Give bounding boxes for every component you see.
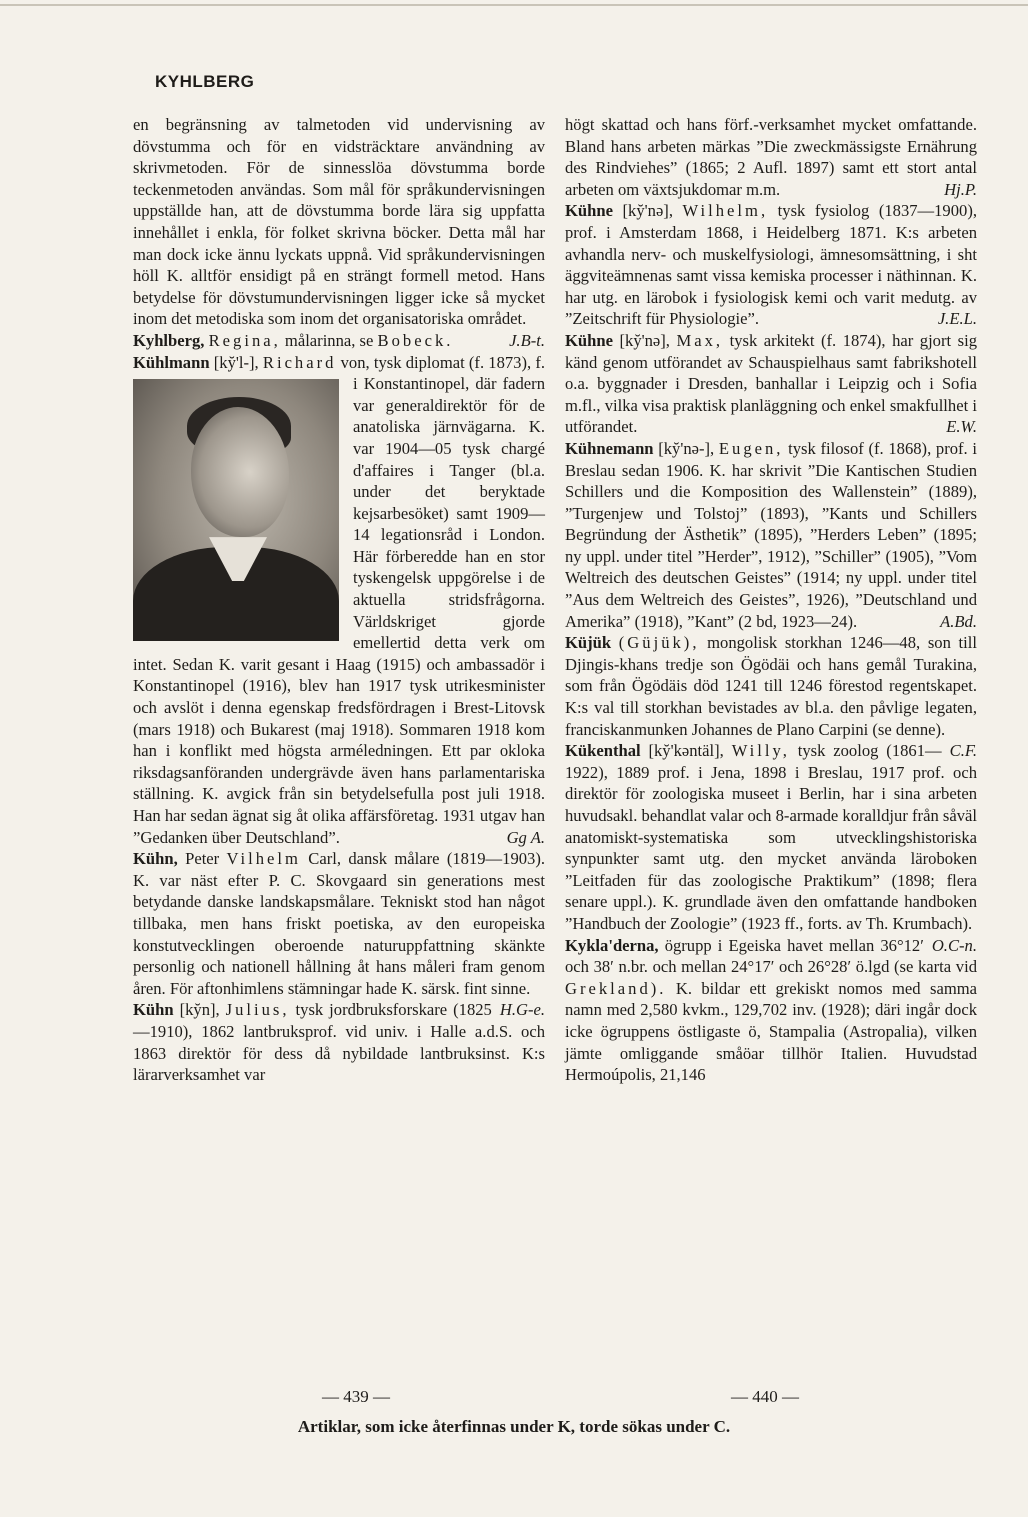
headword: Kyhlberg, — [133, 330, 205, 350]
headword: Kühne — [565, 201, 613, 221]
running-head: KYHLBERG — [155, 72, 255, 91]
signature: C.F. — [949, 741, 977, 761]
entry-kujuk: Küjük (Güjük), mongolisk storkhan 1246—48, son till Djingis-khans tredje son Ögödäi och hans gemål Turakina, som från Ögödäis död 1241 till 1246 förestod regentskapet. K:s val till storkhan bevistades av bl.a. den påvlige legaten, franciskanmunken Johannes de Plano Carpini (se denne). C.F. — [565, 633, 977, 761]
entry-kuhne-wilhelm: Kühne [ky̆'nə], Wilhelm, tysk fysiolog (1837—1900), prof. i Amsterdam 1868, i Heidelberg 1871. K:s arbeten avhandla nerv- och muskelfysiologi, ämnesomsättning, i sht äggviteämnenas samt vissa kemiska processer i näthinnan. K. har utg. en lärobok i fysiologisk kemi och varit medutg. av ”Zeitschrift für Physiologie”. J.E.L. — [565, 201, 977, 329]
entry-kyhlberg: Kyhlberg, Regina, målarinna, se Bobeck. — [133, 330, 454, 350]
headword: Kühnemann — [565, 438, 654, 458]
entry-continuation: en begränsning av talmetoden vid undervisning av dövstumma och för en vidsträcktare användning av skrivmetoden. För de sinnesslöa dövstumma borde teckenmetoden användas. Som mål för språkundervisningen uppställde han, att de dövstumma borde lära sig uppfatta innehållet i enkla, för folket skrivna böcker. Detta mål har man dock icke ännu lyckats uppnå. Vid språkundervisningen höll K. alltför ensidigt på en strängt formell metod. Hans betydelse för dövstumundervisningen ligger icke så mycket inom det metodiska som inom det organisatoriska området. J.B-t. — [133, 115, 545, 350]
signature: O.C-n. — [931, 935, 977, 955]
signature: J.B-t. — [509, 330, 545, 350]
portrait-photo-icon — [133, 379, 339, 641]
entry-kuhnemann: Kühnemann [ky̆'nə-], Eugen, tysk filosof (f. 1868), prof. i Breslau sedan 1906. K. har skrivit ”Die Kantischen Studien Schillers und die Komposition des Wallenstein” (1889), ”Turgenjew und Tolstoj” (1893), ”Kants und Schillers Begründung der Ästhetik” (1895), ”Herders Leben” (1895; ny uppl. under titel ”Herder”, 1912), ”Schiller” (1905), ”Vom Weltreich des deutschen Geistes” (1914; ny uppl. under titel ”Aus dem Weltreich des Geistes”, 1926), ”Deutschland und Amerika” (1918), ”Kant” (2 bd, 1923—24). A.Bd. — [565, 438, 977, 631]
headword: Kühlmann — [133, 352, 210, 372]
top-border — [0, 4, 1028, 6]
signature: A.Bd. — [940, 611, 977, 631]
headword: Kühne — [565, 330, 613, 350]
entry-kuhlmann: Kühlmann [ky̆'l-], Richard von, tysk diplomat (f. 1873), f. i Konstantinopel, där fadern var generaldirektör för de anatoliska järnvägarna. K. var 1904—05 tysk chargé d'affaires i Tanger (bl.a. under det beryktade kejsarbesöket) samt 1909—14 legationsråd i London. Här förberedde han en stor tyskengelsk uppgörelse i de aktuella stridsfrågorna. Världskriget gjorde emellertid detta verk om intet. Sedan K. varit gesant i Haag (1915) och ambassadör i Konstantinopel (1916), blev han 1917 tysk utrikesminister och avslöt i denna egenskap fredsfördragen i Brest-Litovsk (mars 1918) och Bukarest (maj 1918). Sommaren 1918 kom han i konflikt med högsta arméledningen. Ett par okloka riksdagsanföranden undergrävde även hans parlamentariska ställning. K. avgick från sin betydelsefulla post juli 1918. Han har sedan ägnat sig åt olika affärsföretag. 1931 utgav han ”Gedanken über Deutschland”. Gg A. — [133, 352, 546, 847]
entry-kukenthal: Kükenthal [ky̆'kəntäl], Willy, tysk zoolog (1861—1922), 1889 prof. i Jena, 1898 i Breslau, 1917 prof. och direktör för zoologiska museet i Berlin, har i sina arbeten huvudsakl. behandlat valar och 8-armade koralldjur från såväl anatomiskt-systematiska som utvecklingshistoriska synpunkter samt utg. den mycket använda läroboken ”Leitfaden für das zoologische Praktikum” (1898; flera senare uppl.). K. grundlade även den omfattande handboken ”Handbuch der Zoologie” (1923 ff., forts. av Th. Krumbach). O.C-n. — [565, 741, 977, 955]
page-number-right: — 440 — — [731, 1387, 799, 1406]
page-number-left: — 439 — — [322, 1387, 390, 1406]
headword: Küjük — [565, 633, 612, 653]
headword: Kykla'derna, — [565, 935, 659, 955]
cross-reference: Grekland). — [565, 978, 667, 998]
signature: H.G-e. — [499, 1000, 545, 1020]
headword: Kükenthal — [565, 741, 641, 761]
entry-kuhn-julius: Kühn [ky̆n], Julius, tysk jordbruksforskare (1825—1910), 1862 lantbruksprof. vid univ. i Halle a.d.S. och 1863 direktör för dess då nybildade lantbruksinst. K:s lärarverksamhet var — [133, 1000, 545, 1085]
signature: J.E.L. — [937, 309, 977, 329]
entry-kuhn-peter: Kühn, Peter Vilhelm Carl, dansk målare (1819—1903). K. var näst efter P. C. Skovgaard sin generations mest betydande danske landskapsmålare. Tekniskt stod han något tillbaka, men hans friskt poetiska, av den europeiska konstutvecklingen oberoende naturuppfattning skänkte personlig och nationell hållning åt hans måleri fram genom åren. För aftonhimlens stämningar hade K. särsk. fint sinne. H.G-e. — [133, 849, 546, 1020]
entry-continuation: högt skattad och hans förf.-verksamhet mycket omfattande. Bland hans arbeten märkas ”Die zweckmässigste Ernährung des Rindviehes” (1865; 2 Aufl. 1897) samt ett stort antal arbeten om växtsjukdomar m.m. Hj.P. — [565, 115, 977, 199]
cross-reference: Bobeck. — [377, 330, 454, 350]
footer-note: Artiklar, som icke återfinnas under K, torde sökas under C. — [297, 1417, 731, 1436]
right-column — [565, 114, 977, 1086]
signature: E.W. — [946, 417, 977, 437]
entry-kuhne-max: Kühne [ky̆'nə], Max, tysk arkitekt (f. 1874), har gjort sig känd genom utförandet av Schauspielhaus samt fabrikshotell o.a. byggnader i Dresden, banhallar i Leipzig och i Sofia m.fl., vilka visa praktisk planläggning och enkel smakfullhet i utförandet. E.W. — [565, 330, 978, 437]
entry-kykladerna: Kykla'derna, ögrupp i Egeiska havet mellan 36°12′ och 38′ n.br. och mellan 24°17′ och 26°28′ ö.lgd (se karta vid Grekland). K. bildar ett grekiskt nomos med samma namn med 2,580 kvkm., 129,702 inv. (1928); däri ingår dock icke ögruppens östligaste ö, Stampalia (Astropalia), vilken jämte omliggande småöar tillhör Italien. Huvudstad Hermoúpolis, 21,146 — [565, 935, 977, 1085]
left-column — [133, 114, 545, 1086]
signature: Hj.P. — [944, 179, 977, 199]
headword: Kühn, — [133, 849, 178, 869]
headword: Kühn — [133, 1000, 174, 1020]
signature: Gg A. — [506, 827, 545, 847]
